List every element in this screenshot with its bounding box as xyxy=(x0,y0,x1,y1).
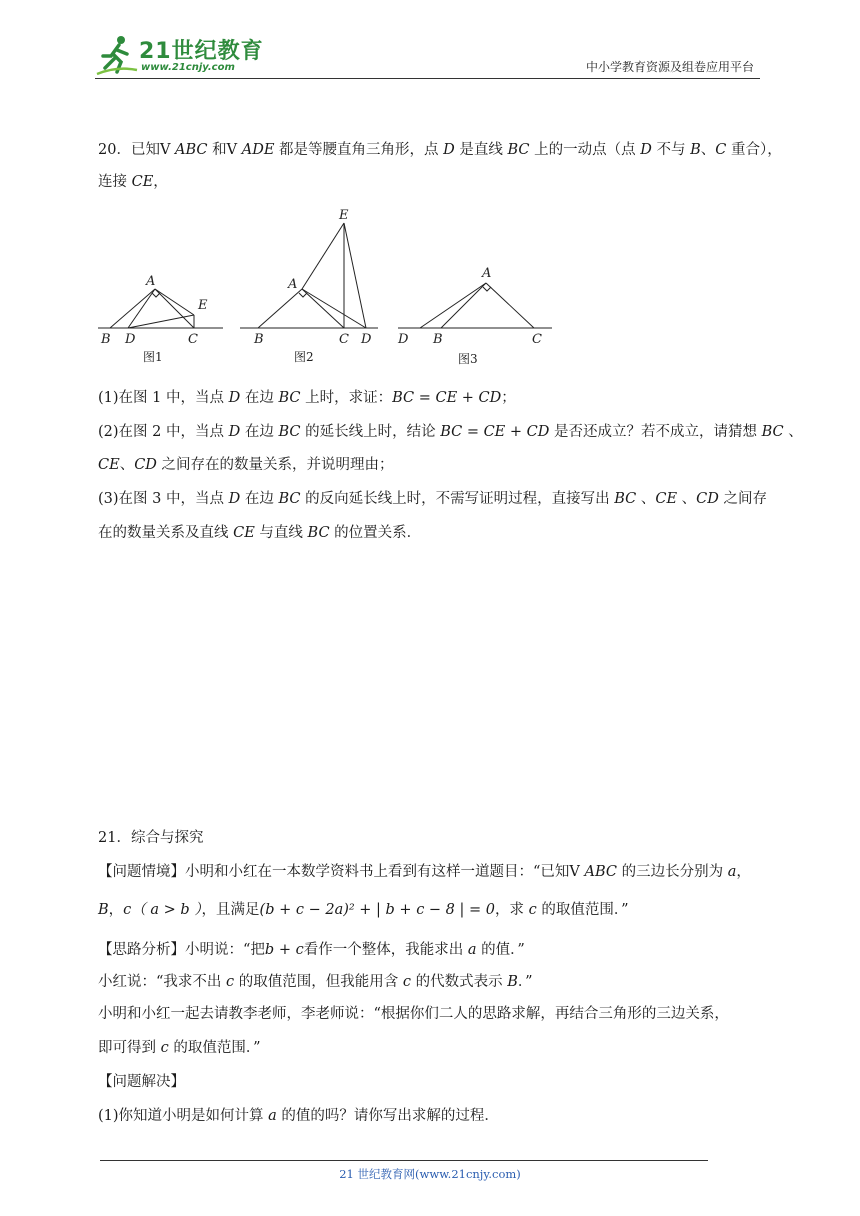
fig3-label-B: B xyxy=(433,332,443,347)
fig2-label-E: E xyxy=(339,208,349,223)
footer-link[interactable]: 21 世纪教育网(www.21cnjy.com) xyxy=(339,1167,521,1181)
site-logo xyxy=(95,34,265,76)
q21-line1: 【问题情境】小明和小红在一本数学资料书上看到有这样一道题目：“已知V ABC 的三边长分别为 a， xyxy=(98,864,751,880)
fig2-label-D: D xyxy=(361,332,372,347)
header-platform-text: 中小学教育资源及组卷应用平台 xyxy=(585,60,754,74)
logo-main-text: 21世纪教育 xyxy=(139,39,264,64)
page-header xyxy=(95,30,760,80)
fig3-caption: 图3 xyxy=(458,352,478,366)
fig1-label-D: D xyxy=(125,332,136,347)
q21-line2: B，c（ a > b ），且满足(b + c − 2a)² + | b + c − 8 | = 0，求 c 的取值范围．” xyxy=(98,902,629,918)
q20-figures xyxy=(98,205,558,375)
fig2-label-C: C xyxy=(339,332,349,347)
q21-line3: 【思路分析】小明说：“把b + c看作一个整体，我能求出 a 的值．” xyxy=(98,942,525,958)
fig1-label-E: E xyxy=(198,298,208,313)
fig1-caption: 图1 xyxy=(143,350,163,364)
q21-line5: 小明和小红一起去请教李老师，李老师说：“根据你们二人的思路求解，再结合三角形的三边关系， xyxy=(98,1006,729,1022)
q20-part3-line2: 在的数量关系及直线 CE 与直线 BC 的位置关系． xyxy=(98,525,422,541)
fig2-label-B: B xyxy=(254,332,264,347)
figure-3 xyxy=(398,283,552,328)
q20-line1: 20．已知V ABC 和V ADE 都是等腰直角三角形，点 D 是直线 BC 上的一动点（点 D 不与 B、C 重合）， xyxy=(98,142,782,158)
q21-line7: 【问题解决】 xyxy=(98,1074,185,1090)
q20-part2-line1: (2)在图 2 中，当点 D 在边 BC 的延长线上时，结论 BC = CE + CD 是否还成立？若不成立，请猜想 BC 、 xyxy=(98,424,803,440)
fig2-label-A: A xyxy=(288,277,298,292)
q21-line6: 即可得到 c 的取值范围．” xyxy=(98,1040,261,1056)
fig3-label-A: A xyxy=(482,266,492,281)
q20-part1: (1)在图 1 中，当点 D 在边 BC 上时，求证：BC = CE + CD； xyxy=(98,390,516,406)
q21-line4: 小红说：“我求不出 c 的取值范围，但我能用含 c 的代数式表示 B．” xyxy=(98,974,533,990)
header-divider xyxy=(95,78,760,79)
fig1-label-A: A xyxy=(146,274,156,289)
fig3-label-C: C xyxy=(532,332,542,347)
fig3-label-D: D xyxy=(398,332,409,347)
runner-logo-icon xyxy=(95,34,139,76)
fig1-label-B: B xyxy=(101,332,111,347)
footer-divider xyxy=(100,1160,708,1161)
fig1-label-C: C xyxy=(188,332,198,347)
q21-line8: (1)你知道小明是如何计算 a 的值的吗？请你写出求解的过程． xyxy=(98,1108,499,1124)
q21-title: 21．综合与探究 xyxy=(98,830,204,846)
figure-2 xyxy=(240,223,378,328)
logo-sub-text: www.21cnjy.com xyxy=(141,62,235,73)
q20-part2-line2: CE、CD 之间存在的数量关系，并说明理由； xyxy=(98,457,394,473)
q20-part3-line1: (3)在图 3 中，当点 D 在边 BC 的反向延长线上时，不需写证明过程，直接写出 BC 、CE 、CD 之间存 xyxy=(98,491,767,507)
fig2-caption: 图2 xyxy=(294,350,314,364)
q20-line2: 连接 CE， xyxy=(98,174,168,190)
